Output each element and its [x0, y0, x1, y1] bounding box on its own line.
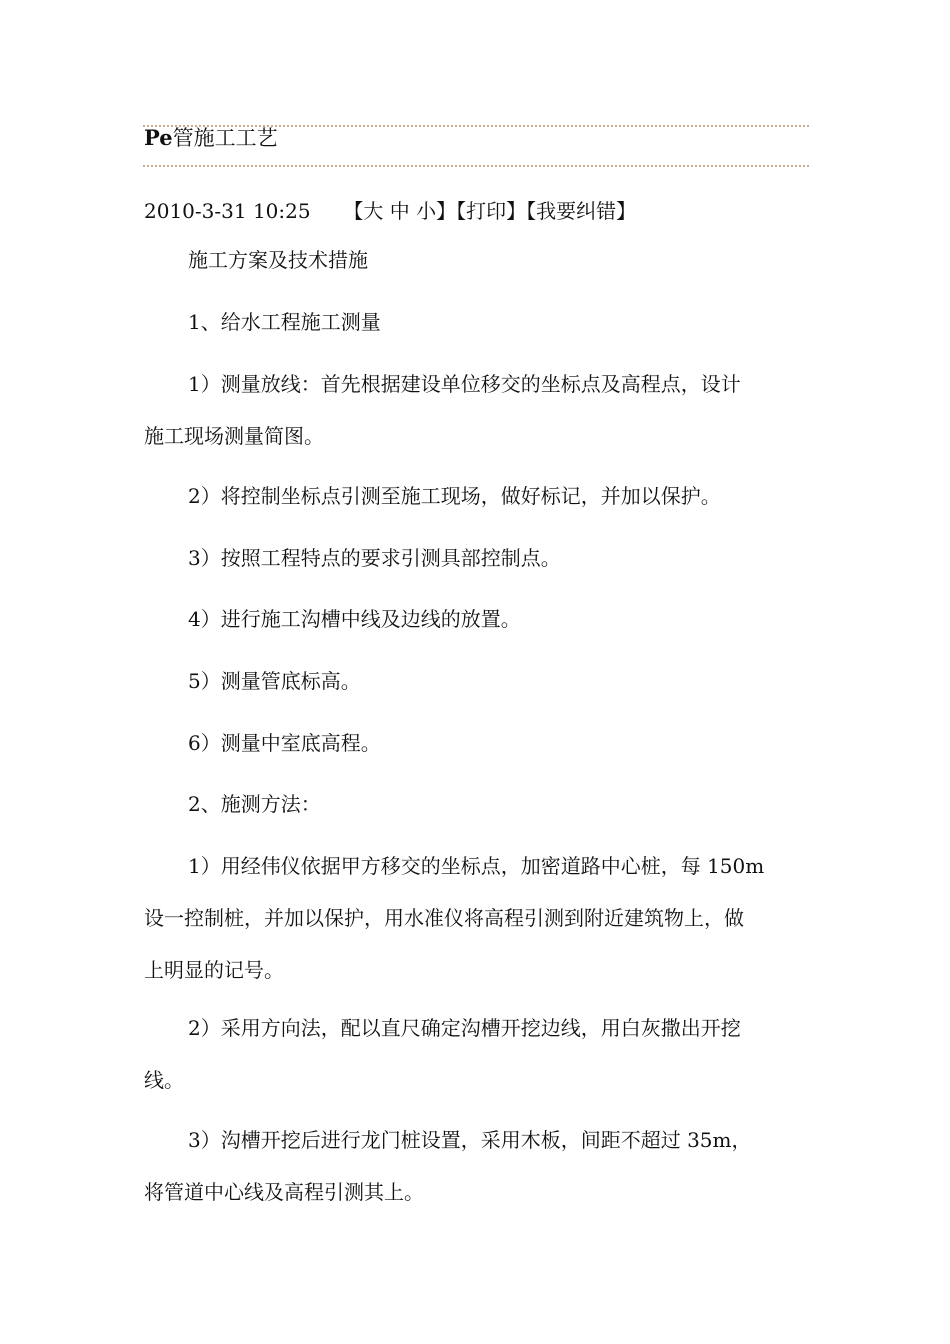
title-latin: Pe	[144, 125, 173, 150]
paragraph-line: 4）进行施工沟槽中线及边线的放置。	[188, 607, 521, 631]
title-rest: 管施工工艺	[172, 126, 278, 150]
paragraph-line: 1）测量放线：首先根据建设单位移交的坐标点及高程点，设计	[188, 372, 741, 396]
paragraph	[144, 246, 808, 274]
paragraph-line: 3）按照工程特点的要求引测具部控制点。	[188, 546, 561, 570]
paragraph-line: 设一控制桩，并加以保护，用水准仪将高程引测到附近建筑物上，做	[144, 906, 744, 930]
paragraph-line: 1、给水工程施工测量	[188, 310, 381, 334]
page-title	[144, 124, 278, 152]
paragraph-line: 施工现场测量简图。	[144, 424, 324, 448]
paragraph-line: 将管道中心线及高程引测其上。	[144, 1180, 424, 1204]
paragraph-line: 2、施测方法：	[188, 792, 321, 816]
paragraph	[144, 482, 808, 510]
print-button[interactable]: 【打印】	[456, 199, 527, 223]
paragraph	[144, 1126, 808, 1206]
paragraph-line: 3）沟槽开挖后进行龙门桩设置，采用木板，间距不超过 35m，	[188, 1128, 752, 1152]
paragraph-line: 施工方案及技术措施	[188, 248, 368, 272]
paragraph-line: 2）采用方向法，配以直尺确定沟槽开挖边线，用白灰撒出开挖	[188, 1016, 741, 1040]
title-bottom-rule	[143, 165, 809, 167]
font-size-medium-button[interactable]: 中	[389, 199, 410, 223]
paragraph	[144, 1014, 808, 1094]
paragraph-line: 上明显的记号。	[144, 958, 284, 982]
font-size-small-button[interactable]: 小】	[416, 199, 457, 223]
paragraph-line: 5）测量管底标高。	[188, 669, 361, 693]
paragraph	[144, 729, 808, 757]
publish-date: 2010-3-31 10:25	[144, 199, 311, 223]
paragraph-line: 2）将控制坐标点引测至施工现场，做好标记，并加以保护。	[188, 484, 721, 508]
report-error-button[interactable]: 【我要纠错】	[526, 199, 637, 223]
paragraph	[144, 667, 808, 695]
article-meta	[144, 197, 636, 225]
paragraph	[144, 308, 808, 336]
paragraph	[144, 370, 808, 450]
paragraph	[144, 605, 808, 633]
paragraph-line: 线。	[144, 1068, 184, 1092]
paragraph	[144, 852, 808, 984]
paragraph	[144, 544, 808, 572]
paragraph-line: 1）用经伟仪依据甲方移交的坐标点，加密道路中心桩，每 150m	[188, 854, 765, 878]
font-size-large-button[interactable]: 【大	[343, 199, 384, 223]
paragraph	[144, 790, 808, 818]
paragraph-line: 6）测量中室底高程。	[188, 731, 381, 755]
